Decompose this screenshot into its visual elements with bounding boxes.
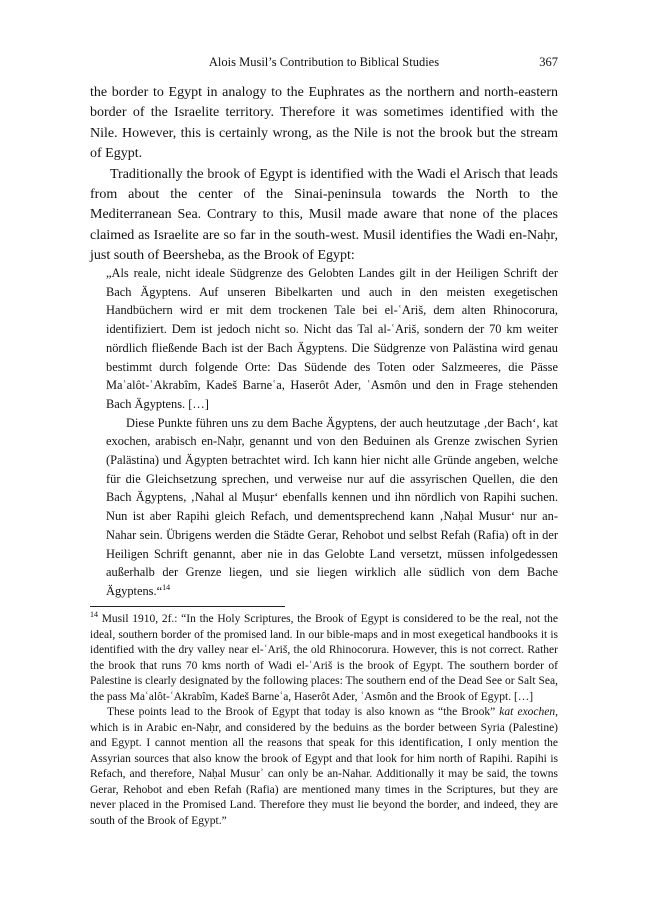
footnote-number: 14 [90, 610, 98, 620]
footnote-reference: 14 [162, 582, 171, 592]
quote-paragraph-text: Diese Punkte führen uns zu dem Bache Ägyptens, der auch heutzutage ‚der Bach‘, kat exochen, arabisch en-Naḥr, genannt und von den Beduinen als Grenze zwischen Syrien (Palästina) und Ägypten betrachtet wird. Ich kann hier nicht alle Gründe angeben, welche für die Gleichsetzung sprechen, und verweise nur auf die assyrischen Quellen, die den Bach Ägyptens, ‚Nahal al Muṣur‘ ebenfalls kennen und ihn nördlich von Rapihi suchen. Nun ist aber Rapihi gleich Refach, und dementsprechend kann ‚Naḥal Musur‘ nur an-Nahar sein. Übrigens werden die Städte Gerar, Rehobot und selbst Refah (Rafia) oft in der Heiligen Schrift genannt, aber nie in das Gelobte Land versetzt, müssen infolgedessen außerhalb der Grenze liegen, und sie liegen wirklich alle südlich von dem Bache Ägyptens.“ [106, 415, 558, 598]
quote-paragraph: „Als reale, nicht ideale Südgrenze des Gelobten Landes gilt in der Heiligen Schrift der Bach Ägyptens. Auf unseren Bibelkarten und auch in den meisten exegetischen Handbüchern wird er mit dem trockenen Tale bei el-ʿAriš, dem alten Rhinocorura, identifiziert. Dem ist jedoch nicht so. Nicht das Tal al-ʿAriš, sondern der 70 km weiter nördlich fließende Bach ist der Bach Ägyptens. Die Südgrenze von Palästina wird genau bestimmt durch folgende Orte: Das Südende des Toten oder Salzmeeres, die Pässe Maʿalôt-ʿAkrabîm, Kadeš Barneʿa, Haserôt Ader, ʿAsmôn und den in Frage stehenden Bach Ägyptens. […] [106, 266, 558, 411]
page-number: 367 [539, 55, 558, 69]
running-title: Alois Musil’s Contribution to Biblical Studies [208, 55, 440, 69]
footnote-text: These points lead to the Brook of Egypt that today is also known as “the Brook” [107, 706, 500, 718]
footnote-divider [90, 606, 285, 607]
body-paragraph: the border to Egypt in analogy to the Euphrates as the northern and north-eastern border of the Israelite territory. Therefore it was sometimes identified with the Nile. However, this is certainly wrong, as the Nile is not the brook but the stream of Egypt. [90, 85, 558, 162]
running-header [90, 55, 558, 73]
block-quote [106, 264, 558, 601]
quote-paragraph [106, 414, 558, 601]
footnote-italic-term: kat exochen [499, 706, 556, 718]
footnote-text: Musil 1910, 2f.: “In the Holy Scriptures, the Brook of Egypt is considered to be the real, not the ideal, southern border of the promised land. In our bible-maps and in most exegetical handbooks it is identified with the dry valley near el-ʿAriš, the old Rhinocorura. However, this is not correct. Rather the brook that runs 70 kms north of Wadi el-ʿAriš is the brook of Egypt. The southern border of Palestine is clearly designated by the following places: The southern end of the Dead See or Salt Sea, the pass Maʿalôt-ʿAkrabîm, Kadeš Barneʿa, Haserôt Ader, ʿAsmôn and the Brook of Egypt. […] [90, 613, 558, 703]
footnote-text: , which is in Arabic en-Naḥr, and considered by the beduins as the border between Syria (Palestine) and Egypt. I cannot mention all the reasons that speak for this identification, I only mention the Assyrian sources that also know the brook of Egypt and that look for him north of Rapihi. Rapihi is Refach, and therefore, Naḥal Musurʾ can only be an-Nahar. Additionally it may be said, the towns Gerar, Rehobot and eben Refah (Rafia) are mentioned many times in the Scriptures, but they are never placed in the Promised Land. Therefore they must lie beyond the border, and indeed, they are south of the Brook of Egypt.” [90, 706, 559, 827]
footnote [90, 612, 558, 829]
body-paragraph: Traditionally the brook of Egypt is identified with the Wadi el Arisch that leads from about the center of the Sinai-peninsula towards the North to the Mediterranean Sea. Contrary to this, Musil made aware that none of the places claimed as Israelite are so far in the south-west. Musil identifies the Wadi en-Naḥr, just south of Beersheba, as the Brook of Egypt: [90, 166, 558, 264]
main-text [90, 83, 558, 267]
footnote-paragraph [90, 705, 558, 829]
footnote-paragraph [90, 612, 558, 705]
